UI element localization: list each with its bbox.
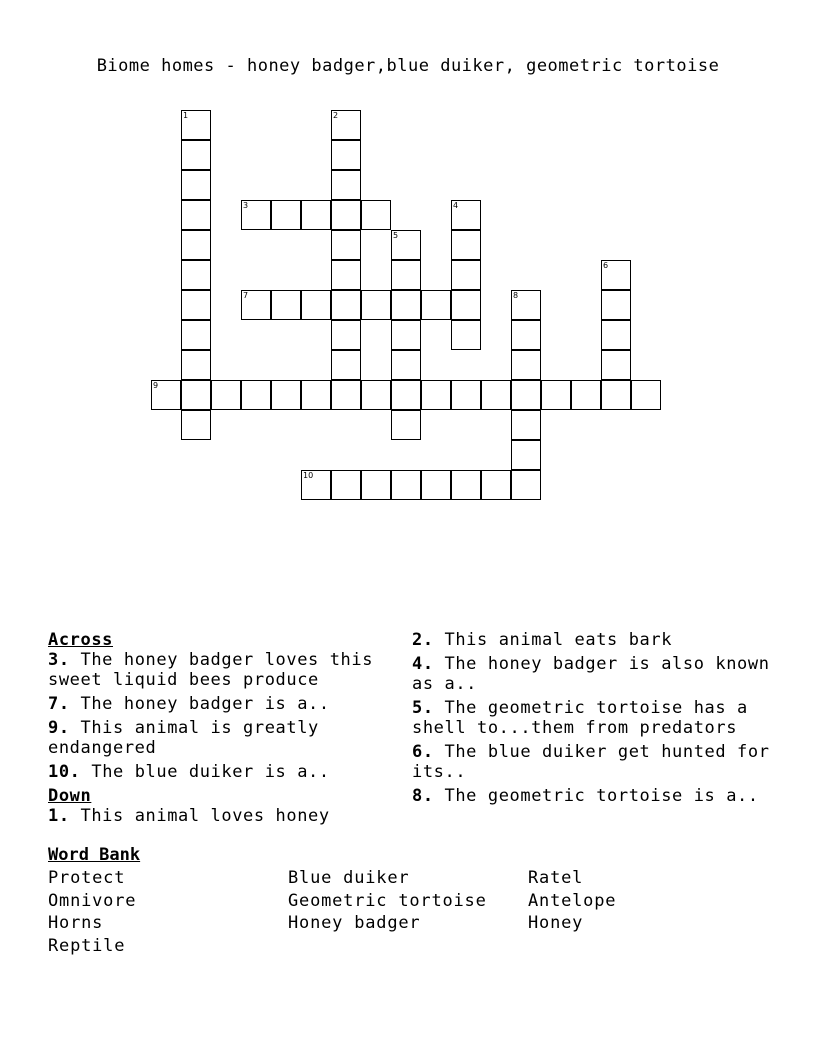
grid-cell[interactable]: [391, 260, 421, 290]
grid-cell[interactable]: [571, 380, 601, 410]
word-bank-item: Ratel: [528, 868, 584, 888]
grid-cell[interactable]: [451, 320, 481, 350]
word-bank-item: Blue duiker: [288, 868, 410, 888]
grid-cell[interactable]: [391, 380, 421, 410]
grid-cell[interactable]: [601, 290, 631, 320]
down-heading: Down: [48, 786, 92, 806]
grid-cell[interactable]: [181, 380, 211, 410]
clue: [412, 630, 772, 650]
grid-cell[interactable]: [301, 380, 331, 410]
grid-cell[interactable]: [181, 200, 211, 230]
grid-cell[interactable]: [331, 140, 361, 170]
grid-cell[interactable]: [481, 470, 511, 500]
grid-cell[interactable]: [511, 380, 541, 410]
grid-cell[interactable]: [391, 470, 421, 500]
word-bank-item: Horns: [48, 913, 104, 933]
grid-cell[interactable]: [331, 320, 361, 350]
grid-cell[interactable]: [451, 200, 481, 230]
grid-cell[interactable]: [181, 230, 211, 260]
grid-cell[interactable]: [331, 260, 361, 290]
clue-num: 1.: [48, 806, 70, 826]
grid-cell[interactable]: [331, 290, 361, 320]
grid-cell[interactable]: [451, 230, 481, 260]
word-bank-item: Antelope: [528, 890, 617, 911]
grid-cell[interactable]: [511, 410, 541, 440]
clue-number: 2: [333, 111, 339, 120]
clues-right-column: [412, 630, 772, 810]
clue-text: The honey badger is also known as a..: [412, 654, 770, 694]
grid-cell[interactable]: [331, 350, 361, 380]
grid-cell[interactable]: [181, 320, 211, 350]
grid-cell[interactable]: [301, 290, 331, 320]
grid-cell[interactable]: [361, 380, 391, 410]
grid-cell[interactable]: [241, 290, 271, 320]
grid-cell[interactable]: [181, 110, 211, 140]
grid-cell[interactable]: [421, 470, 451, 500]
grid-cell[interactable]: [391, 230, 421, 260]
word-bank-item: Geometric tortoise: [288, 890, 487, 911]
grid-cell[interactable]: [331, 200, 361, 230]
grid-cell[interactable]: [271, 380, 301, 410]
grid-cell[interactable]: [271, 290, 301, 320]
clue-num: 3.: [48, 650, 70, 670]
grid-cell[interactable]: [181, 170, 211, 200]
grid-cell[interactable]: [331, 110, 361, 140]
clue: [412, 698, 772, 738]
clue-text: The honey badger loves this sweet liquid bees produce: [48, 650, 374, 690]
grid-cell[interactable]: [511, 320, 541, 350]
clue-num: 8.: [412, 786, 434, 806]
grid-cell[interactable]: [151, 380, 181, 410]
grid-cell[interactable]: [391, 290, 421, 320]
grid-cell[interactable]: [391, 410, 421, 440]
grid-cell[interactable]: [451, 260, 481, 290]
down-clue-list-left: [48, 806, 413, 826]
grid-cell[interactable]: [541, 380, 571, 410]
grid-cell[interactable]: [601, 350, 631, 380]
grid-cell[interactable]: [481, 380, 511, 410]
grid-cell[interactable]: [361, 290, 391, 320]
grid-cell[interactable]: [391, 350, 421, 380]
grid-cell[interactable]: [301, 470, 331, 500]
clue: [48, 650, 413, 690]
grid-cell[interactable]: [331, 470, 361, 500]
grid-cell[interactable]: [511, 290, 541, 320]
grid-cell[interactable]: [451, 380, 481, 410]
clue-text: The geometric tortoise is a..: [444, 786, 759, 806]
grid-cell[interactable]: [331, 380, 361, 410]
clue: [48, 806, 413, 826]
down-clue-list-right: [412, 630, 772, 806]
across-clue-list: [48, 650, 413, 782]
word-bank-item: Omnivore: [48, 890, 137, 911]
word-bank-item: Honey: [528, 913, 584, 933]
grid-cell[interactable]: [181, 290, 211, 320]
clue-number: 3: [243, 201, 249, 210]
clue-num: 7.: [48, 694, 70, 714]
word-bank-item: Reptile: [48, 935, 126, 956]
clue-number: 10: [303, 471, 314, 480]
grid-cell[interactable]: [241, 380, 271, 410]
clue-num: 6.: [412, 742, 434, 762]
clue-number: 8: [513, 291, 519, 300]
grid-cell[interactable]: [181, 410, 211, 440]
grid-cell[interactable]: [271, 200, 301, 230]
grid-cell[interactable]: [421, 290, 451, 320]
clue: [412, 654, 772, 694]
grid-cell[interactable]: [451, 470, 481, 500]
word-bank-item: Protect: [48, 868, 126, 888]
clue: [48, 694, 413, 714]
clue-number: 6: [603, 261, 609, 270]
clue-num: 4.: [412, 654, 434, 674]
grid-cell[interactable]: [331, 230, 361, 260]
grid-cell[interactable]: [181, 350, 211, 380]
clue-text: The honey badger is a..: [80, 694, 330, 714]
clue-text: The geometric tortoise has a shell to...them from predators: [412, 698, 748, 738]
grid-cell[interactable]: [511, 350, 541, 380]
grid-cell[interactable]: [301, 200, 331, 230]
grid-cell[interactable]: [181, 260, 211, 290]
grid-cell[interactable]: [451, 290, 481, 320]
grid-cell[interactable]: [511, 440, 541, 470]
clues-left-column: [48, 630, 413, 830]
grid-cell[interactable]: [421, 380, 451, 410]
clue: [412, 742, 772, 782]
clue: [48, 718, 413, 758]
clue-num: 9.: [48, 718, 70, 738]
clue-text: The blue duiker get hunted for its..: [412, 742, 770, 782]
across-heading: Across: [48, 630, 114, 650]
clue-num: 2.: [412, 630, 434, 650]
grid-cell[interactable]: [241, 200, 271, 230]
grid-cell[interactable]: [631, 380, 661, 410]
grid-cell[interactable]: [211, 380, 241, 410]
clue-number: 9: [153, 381, 159, 390]
clue-number: 1: [183, 111, 189, 120]
clue: [412, 786, 772, 806]
clue-number: 5: [393, 231, 399, 240]
clue-text: The blue duiker is a..: [91, 762, 330, 782]
grid-cell[interactable]: [601, 320, 631, 350]
grid-cell[interactable]: [181, 140, 211, 170]
word-bank-item: Honey badger: [288, 913, 421, 933]
puzzle-title: Biome homes - honey badger,blue duiker, geometric tortoise: [96, 56, 720, 76]
clue-text: This animal eats bark: [444, 630, 673, 650]
clue: [48, 762, 413, 782]
grid-cell[interactable]: [601, 380, 631, 410]
grid-cell[interactable]: [331, 170, 361, 200]
grid-cell[interactable]: [361, 200, 391, 230]
grid-cell[interactable]: [601, 260, 631, 290]
grid-cell[interactable]: [361, 470, 391, 500]
grid-cell[interactable]: [391, 320, 421, 350]
clue-text: This animal is greatly endangered: [48, 718, 319, 758]
word-bank-heading: Word Bank: [48, 845, 141, 865]
clue-number: 4: [453, 201, 459, 210]
grid-cell[interactable]: [511, 470, 541, 500]
clue-number: 7: [243, 291, 249, 300]
clue-text: This animal loves honey: [80, 806, 330, 826]
clue-num: 5.: [412, 698, 434, 718]
clue-num: 10.: [48, 762, 81, 782]
